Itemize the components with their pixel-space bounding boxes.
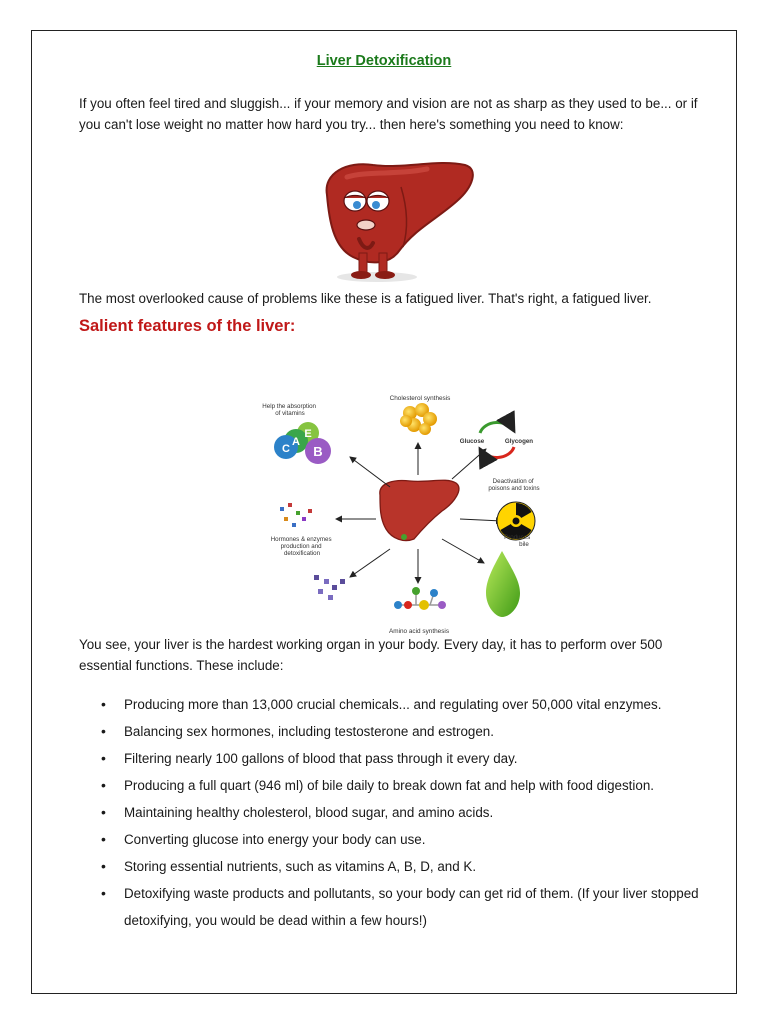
svg-text:C: C — [282, 443, 290, 455]
cholesterol-icon — [400, 403, 437, 435]
functions-intro-paragraph: You see, your liver is the hardest working organ in your body. Every day, it has to perform over 500 essential functions. These include: — [79, 637, 663, 673]
label-hormones-enzymes: Hormones & enzymes production and detoxification — [270, 536, 332, 557]
label-glycogen: Glycogen — [504, 438, 534, 445]
label-amino-acid-synthesis: Amino acid synthesis — [388, 628, 450, 635]
liver-functions-diagram — [244, 353, 540, 635]
intro-paragraph: If you often feel tired and sluggish... if your memory and vision are not as sharp as they used to be... or if you can't lose weight no matter how hard you try... then here's something you need to know: — [79, 96, 698, 132]
center-liver-icon — [380, 480, 459, 540]
features-heading: Salient features of the liver: — [79, 317, 296, 335]
list-item: • Balancing sex hormones, including testosterone and estrogen. — [79, 718, 719, 745]
svg-text:A: A — [292, 436, 300, 448]
vitamin-balls-icon — [274, 422, 331, 464]
label-cholesterol-synthesis: Cholesterol synthesis — [389, 395, 451, 402]
list-item: • Storing essential nutrients, such as vitamins A, B, D, and K. — [79, 853, 719, 880]
list-item: • Filtering nearly 100 gallons of blood that pass through it every day. — [79, 745, 719, 772]
label-produces-bile: Produces bile — [504, 534, 531, 548]
svg-text:E: E — [304, 428, 312, 440]
liver-functions-list — [79, 691, 719, 934]
label-vitamins: Help the absorption of vitamins — [262, 403, 316, 417]
svg-text:B: B — [313, 444, 323, 459]
tired-liver-illustration — [307, 157, 477, 287]
amino-acid-molecule-icon — [394, 587, 446, 610]
document-page — [31, 30, 737, 994]
label-glucose: Glucose — [459, 438, 485, 445]
list-item: • Maintaining healthy cholesterol, blood sugar, and amino acids. — [79, 799, 719, 826]
document-title: Liver Detoxification — [316, 53, 452, 69]
enzyme-cubes-icon — [314, 575, 345, 600]
list-item: • Producing more than 13,000 crucial chemicals... and regulating over 50,000 vital enzymes. — [79, 691, 719, 718]
list-item: • Producing a full quart (946 ml) of bile daily to break down fat and help with food digestion. — [79, 772, 719, 799]
list-item: • Detoxifying waste products and pollutants, so your body can get rid of them. (If your liver stopped detoxifying, you would be dead within a few hours!) — [79, 880, 719, 934]
list-item: • Converting glucose into energy your body can use. — [79, 826, 719, 853]
label-poisons-toxins: Deactivation of poisons and toxins — [488, 478, 540, 492]
bile-drop-icon — [486, 551, 520, 617]
overlooked-cause-text: The most overlooked cause of problems like these is a fatigued liver. That's right, a fatigued liver. — [79, 291, 652, 306]
hormones-molecules-icon — [280, 503, 312, 527]
